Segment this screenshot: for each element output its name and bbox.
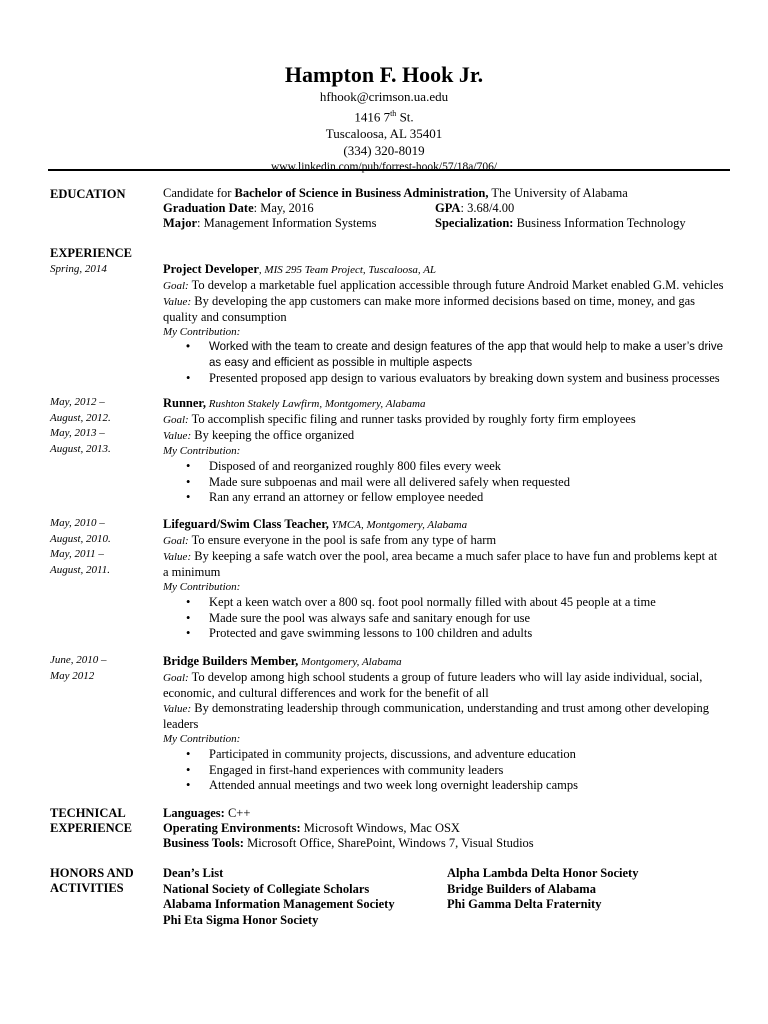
header-divider (48, 169, 730, 171)
job-dates: May, 2010 – August, 2010. May, 2011 – August, 2011. (50, 517, 111, 576)
degree-line: Candidate for Bachelor of Science in Business Administration, The University of Alabama (163, 186, 628, 200)
job-dates: June, 2010 – May 2012 (50, 654, 107, 682)
list-item: • Made sure subpoenas and mail were all delivered safely when requested (163, 475, 729, 491)
linkedin-url: www.linkedin.com/pub/forrest-hook/57/18a/706/ (270, 161, 498, 174)
city-state-zip: Tuscaloosa, AL 35401 (325, 126, 443, 142)
contribution-list (163, 747, 743, 794)
education-heading: EDUCATION (50, 187, 126, 201)
honors-column-right (447, 866, 638, 913)
honors-heading: HONORS AND ACTIVITIES (50, 866, 134, 895)
contribution-list (163, 459, 743, 506)
email-text: hfhook@crimson.ua.edu (319, 89, 449, 104)
major-specialization-line: Major: Management Information Systems Specialization: Business Information Technology (163, 216, 686, 230)
resume-header (0, 62, 768, 175)
street-address: 1416 7th St. (354, 109, 414, 125)
list-item: • Participated in community projects, discussions, and adventure education (163, 747, 729, 763)
technical-heading: TECHNICAL EXPERIENCE (50, 806, 132, 835)
list-item: • Kept a keen watch over a 800 sq. foot pool normally filled with about 45 people at a time (163, 595, 729, 611)
education-section (163, 186, 743, 231)
job-entry-lifeguard: Lifeguard/Swim Class Teacher, YMCA, Montgomery, Alabama Goal: To ensure everyone in the pool is safe from any type of harm Value: By keeping a safe watch over the pool, area became a much safer place to have fun and problems kept at a minimum My Contribution: • Kept a keen watch over a 800 sq. foot pool normally filled with about 45 people at a time • Made sure the pool was always safe and sanitary enough for use • Protected and gave swimming lessons to 100 children and adults (163, 517, 743, 642)
technical-section (163, 806, 743, 851)
list-item: • Presented proposed app design to various evaluators by breaking down system and business processes (163, 371, 729, 387)
list-item: • Ran any errand an attorney or fellow employee needed (163, 490, 729, 506)
list-item: • Disposed of and reorganized roughly 800 files every week (163, 459, 729, 475)
list-item: • Protected and gave swimming lessons to 100 children and adults (163, 626, 729, 642)
phone-number: (334) 320-8019 (343, 143, 425, 159)
graduation-gpa-line: Graduation Date: May, 2016 GPA: 3.68/4.00 (163, 201, 515, 215)
contribution-list (163, 340, 743, 387)
contribution-list (163, 595, 743, 642)
job-entry-project-developer: Project Developer, MIS 295 Team Project, Tuscaloosa, AL Goal: To develop a marketable fuel application accessible through future Android Market enabled G.M. vehicles Value: By developing the app customers can make more informed decisions based on time, money, and gas quality and consumption My Contribution: • Worked with the team to create and design features of the app that would help to make a user’s drive as easy and efficient as possible in multiple aspects • Presented proposed app design to various evaluators by breaking down system and business processes (163, 262, 743, 387)
list-item: Alabama Information Management Society (163, 897, 395, 911)
job-entry-bridge-builders: Bridge Builders Member, Montgomery, Alabama Goal: To develop among high school students a group of future leaders who will lay aside individual, social, economic, and cultural differences and work for the benefit of all Value: By demonstrating leadership through communication, understanding and trust among other developing leaders My Contribution: • Participated in community projects, discussions, and adventure education • Engaged in first-hand experiences with community leaders • Attended annual meetings and two week long overnight leadership camps (163, 654, 743, 794)
list-item: • Made sure the pool was always safe and sanitary enough for use (163, 611, 729, 627)
languages-line: Languages: C++ (163, 806, 251, 820)
list-item: Alpha Lambda Delta Honor Society (447, 866, 639, 880)
list-item: Phi Gamma Delta Fraternity (447, 897, 602, 911)
list-item: National Society of Collegiate Scholars (163, 881, 370, 896)
job-entry-runner: Runner, Rushton Stakely Lawfirm, Montgomery, Alabama Goal: To accomplish specific filing and runner tasks provided by roughly forty firm employees Value: By keeping the office organized My Contribution: • Disposed of and reorganized roughly 800 files every week • Made sure subpoenas and mail were all delivered safely when requested • Ran any errand an attorney or fellow employee needed (163, 396, 743, 506)
list-item: Phi Eta Sigma Honor Society (163, 912, 319, 927)
job-dates: May, 2012 – August, 2012. May, 2013 – August, 2013. (50, 396, 111, 455)
list-item: Bridge Builders of Alabama (447, 881, 596, 896)
os-line: Operating Environments: Microsoft Windows, Mac OSX (163, 821, 460, 835)
experience-heading: EXPERIENCE (50, 246, 132, 260)
list-item: • Engaged in first-hand experiences with community leaders (163, 763, 729, 779)
honors-column-left (163, 866, 395, 928)
list-item: • Attended annual meetings and two week long overnight leadership camps (163, 778, 729, 794)
candidate-name: Hampton F. Hook Jr. (284, 62, 484, 87)
list-item: Dean’s List (163, 866, 224, 880)
tools-line: Business Tools: Microsoft Office, SharePoint, Windows 7, Visual Studios (163, 836, 534, 850)
job-dates: Spring, 2014 (50, 263, 107, 275)
list-item: • Worked with the team to create and design features of the app that would help to make a user’s drive as easy and efficient as possible in multiple aspects (163, 340, 729, 371)
